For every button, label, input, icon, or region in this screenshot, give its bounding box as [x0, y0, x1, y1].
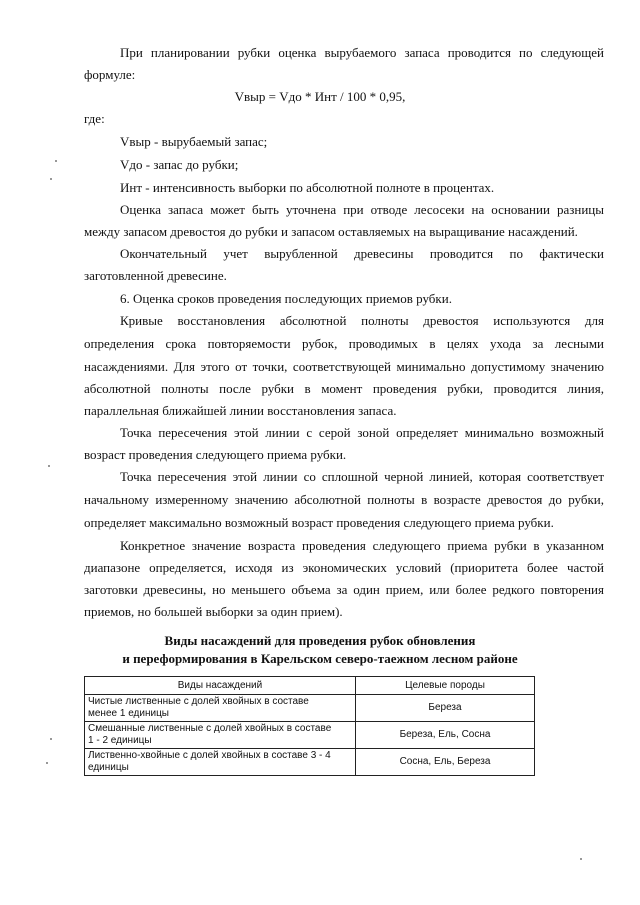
target-species-cell: Береза — [356, 695, 535, 722]
target-species-cell: Береза, Ель, Сосна — [356, 722, 535, 749]
para7-line4: приемов, но большей выборки за один прием). — [84, 604, 343, 619]
plantation-type-line1: Чистые лиственные с долей хвойных в составе — [88, 696, 309, 707]
para4-line4: абсолютной полноты после рубки в момент проведения рубки, проводится линия, — [84, 381, 604, 396]
para2-line1: Оценка запаса может быть уточнена при отводе лесосеки на основании разницы — [120, 202, 604, 217]
plantation-type-line2: единицы — [88, 762, 129, 773]
scan-speck — [55, 160, 57, 162]
para4-line1: Кривые восстановления абсолютной полноты древостоя используются для — [120, 313, 604, 328]
definition-int: Инт - интенсивность выборки по абсолютной полноте в процентах. — [120, 180, 495, 195]
table-title-line2: и переформирования в Карельском северо-таежном лесном районе — [122, 651, 518, 666]
para6-line2: начальному измеренному значению абсолютной полноты в возрасте древостоя до рубки, — [84, 492, 604, 507]
scan-speck — [46, 762, 48, 764]
table-row — [85, 695, 535, 722]
table-header-row — [85, 677, 535, 695]
para7-line2: диапазоне определяется, исходя из экономических условий (приоритета более частой — [84, 560, 604, 575]
table-row — [85, 722, 535, 749]
para2-line2: между запасом древостоя до рубки и запасом оставляемых на выращивание насаждений. — [84, 224, 578, 239]
plantation-type-cell — [85, 695, 356, 722]
table-title-line1: Виды насаждений для проведения рубок обновления — [164, 633, 476, 648]
header-plantation-types: Виды насаждений — [85, 677, 356, 695]
where-label: где: — [84, 111, 105, 126]
para4-line2: определения срока повторяемости рубок, проводимых в целях ухода за лесными — [84, 336, 604, 351]
para6-line1: Точка пересечения этой линии со сплошной черной линией, которая соответствует — [120, 469, 604, 484]
para7-line3: заготовки древесины, но меньшего объема за один прием, или более редкого повторения — [84, 582, 604, 597]
para4-line5: параллельная ближайшей линии восстановления запаса. — [84, 403, 397, 418]
para7-line1: Конкретное значение возраста проведения следующего приема рубки в указанном — [120, 538, 604, 553]
header-target-species: Целевые породы — [356, 677, 535, 695]
para5-line1: Точка пересечения этой линии с серой зоной определяет минимально возможный — [120, 425, 604, 440]
definition-v-do: Vдо - запас до рубки; — [120, 157, 239, 172]
scan-speck — [48, 465, 50, 467]
para5-line2: возраст проведения следующего приема рубки. — [84, 447, 347, 462]
scan-speck — [50, 738, 52, 740]
scan-speck — [580, 858, 582, 860]
para3-line2: заготовленной древесине. — [84, 268, 227, 283]
para1-line2: формуле: — [84, 67, 136, 82]
para1-line1: При планировании рубки оценка вырубаемого запаса проводится по следующей — [120, 45, 604, 60]
table-row — [85, 749, 535, 776]
para3-line1: Окончательный учет вырубленной древесины проводится по фактически — [120, 246, 604, 261]
formula: Vвыр = Vдо * Инт / 100 * 0,95, — [234, 89, 406, 104]
plantation-type-line2: 1 - 2 единицы — [88, 735, 152, 746]
definition-v-vyr: Vвыр - вырубаемый запас; — [120, 134, 268, 149]
section-6-heading: 6. Оценка сроков проведения последующих приемов рубки. — [120, 291, 452, 306]
plantation-type-line1: Лиственно-хвойные с долей хвойных в составе 3 - 4 — [88, 750, 331, 761]
plantation-type-cell — [85, 749, 356, 776]
scan-speck — [50, 178, 52, 180]
para6-line3: определяет максимально возможный возраст проведения следующего приема рубки. — [84, 515, 554, 530]
plantation-type-cell — [85, 722, 356, 749]
target-species-cell: Сосна, Ель, Береза — [356, 749, 535, 776]
plantation-type-line1: Смешанные лиственные с долей хвойных в составе — [88, 723, 332, 734]
para4-line3: насаждениями. Для этого от точки, соответствующей минимально допустимому значению — [84, 359, 604, 374]
plantation-types-table — [84, 676, 535, 776]
plantation-type-line2: менее 1 единицы — [88, 708, 169, 719]
